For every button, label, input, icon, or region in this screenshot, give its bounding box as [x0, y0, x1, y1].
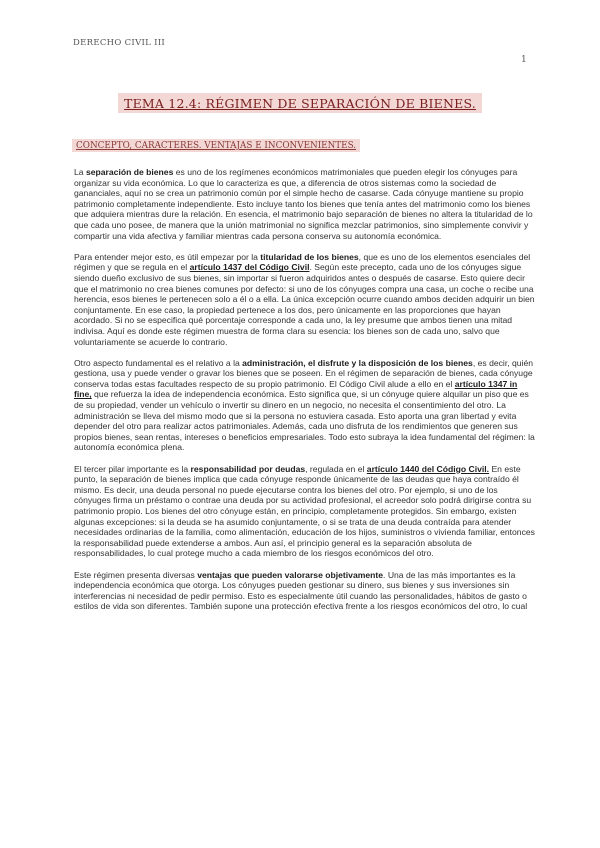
paragraph-1	[74, 167, 535, 241]
document-body	[74, 167, 535, 623]
bold-term: separación de bienes	[85, 167, 174, 177]
article-reference: artículo 1440 del Código Civil.	[366, 463, 490, 474]
article-reference: artículo 1347 in fine,	[74, 378, 518, 400]
text-run: En este punto, la separación de bienes implica que cada cónyuge responde únicamente de las deudas que haya contraído él mismo. Es decir, una deuda personal no puede ejecutarse contra los bienes del otro. Por ejemplo, si uno de los cónyuges firma un préstamo o contrae una deuda por su actividad profesional, el acreedor solo podrá dirigirse contra su patrimonio propio. Los bienes del otro cónyuge están, en principio, completamente protegidos. Sin embargo, existen algunas excepciones: si la deuda se ha asumido conjuntamente, o si se trata de una deuda contraída para atender necesidades ordinarias de la familia, como alimentación, educación de los hijos, suministros o vivienda familiar, entonces la responsabilidad puede extenderse a ambos. Aun así, el principio general es la separación absoluta de responsabilidades, lo cual protege mucho a cada miembro de los riesgos económicos del otro.	[74, 463, 535, 559]
bold-term: titularidad de los bienes	[260, 251, 359, 262]
paragraph-2	[74, 252, 535, 347]
text-run: Otro aspecto fundamental es el relativo a la	[74, 357, 243, 368]
text-run: , que es uno de los elementos esenciales del régimen y que se regula en el	[74, 251, 531, 273]
paragraph-5	[74, 570, 535, 612]
text-run: El tercer pilar importante es la	[74, 463, 191, 474]
course-header: DERECHO CIVIL III	[73, 38, 166, 48]
paragraph-4	[74, 464, 535, 559]
text-run: es uno de los regímenes económicos matrimoniales que pueden elegir los cónyuges para organizar su vida económica. Lo que lo caracteriza es que, a diferencia de otros sistemas como la sociedad de gananciales, aquí no se crea un patrimonio común por el simple hecho de casarse. Cada cónyuge mantiene su propio patrimonio completamente independiente. Esto incluye tanto los bienes que tenía antes del matrimonio como los bienes que adquiera mientras dure la relación. En esencia, el matrimonio bajo separación de bienes no altera la titularidad de lo que cada uno posee, de manera que la unión matrimonial no significa mezclar patrimonios, sino simplemente convivir y compartir una vida afectiva y familiar mientras cada persona conserva su autonomía económica.	[74, 167, 533, 241]
paragraph-3	[74, 358, 535, 453]
title-container	[0, 93, 600, 113]
document-title: TEMA 12.4: RÉGIMEN DE SEPARACIÓN DE BIENES.	[118, 93, 482, 113]
text-run: , es decir, quién gestiona, usa y puede vender o gravar los bienes que se poseen. En el régimen de separación de bienes, cada cónyuge conserva todas estas facultades respecto de su propio patrimonio. El Código Civil alude a ello en el	[74, 357, 534, 389]
article-reference: artículo 1437 del Código Civil	[189, 262, 310, 273]
text-run: que refuerza la idea de independencia económica. Esto significa que, si un cónyuge quiere alquilar un piso que es de su propiedad, vender un vehículo o invertir su dinero en un negocio, no necesita el consentimiento del otro. La administración se lleva del mismo modo que si la persona no estuviera casada. Esto aporta una gran libertad y evita depender del otro para realizar actos patrimoniales. Además, cada uno disfruta de los rendimientos que generen sus propios bienes, sean rentas, intereses o beneficios empresariales. Todo esto subraya la idea fundamental del régimen: la autonomía económica plena.	[74, 389, 535, 453]
bold-term: administración, el disfrute y la disposición de los bienes	[242, 357, 473, 368]
text-run: . Una de las más importantes es la independencia económica que otorga. Los cónyuges pueden gestionar su dinero, sus bienes y sus inversiones sin interferencias ni necesidad de pedir permiso. Esto es especialmente útil cuando las personalidades, hábitos de gasto o estilos de vida son diferentes. También supone una protección efectiva frente a los riesgos económicos del otro, lo cual	[74, 569, 528, 612]
bold-term: ventajas que pueden valorarse objetivamente	[197, 569, 384, 580]
text-run: . Según este precepto, cada uno de los cónyuges sigue siendo dueño exclusivo de sus bienes, sin importar si fueron adquiridos antes o después de casarse. Esto quiere decir que el matrimonio no crea bienes comunes por defecto: si uno de los cónyuges compra una casa, un coche o recibe una herencia, esos bienes le pertenecen solo a él o a ella. La única excepción ocurre cuando ambos deciden adquirir un bien conjuntamente. En ese caso, la propiedad pertenece a los dos, pero únicamente en las proporciones que hayan acordado. Si no se especifica qué porcentaje corresponde a cada uno, la ley presume que ambos tienen una mitad indivisa. Aquí es donde este régimen muestra de forma clara su esencia: los bienes son de cada uno, salvo que voluntariamente se acuerde lo contrario.	[74, 262, 535, 347]
text-run: Este régimen presenta diversas	[74, 569, 198, 580]
text-run: , regulada en el	[305, 463, 367, 474]
section-heading: CONCEPTO, CARACTERES. VENTAJAS E INCONVENIENTES.	[72, 139, 360, 152]
text-run: La	[74, 167, 86, 177]
text-run: Para entender mejor esto, es útil empezar por la	[74, 251, 261, 262]
page-number: 1	[521, 55, 527, 65]
bold-term: responsabilidad por deudas	[190, 463, 306, 474]
